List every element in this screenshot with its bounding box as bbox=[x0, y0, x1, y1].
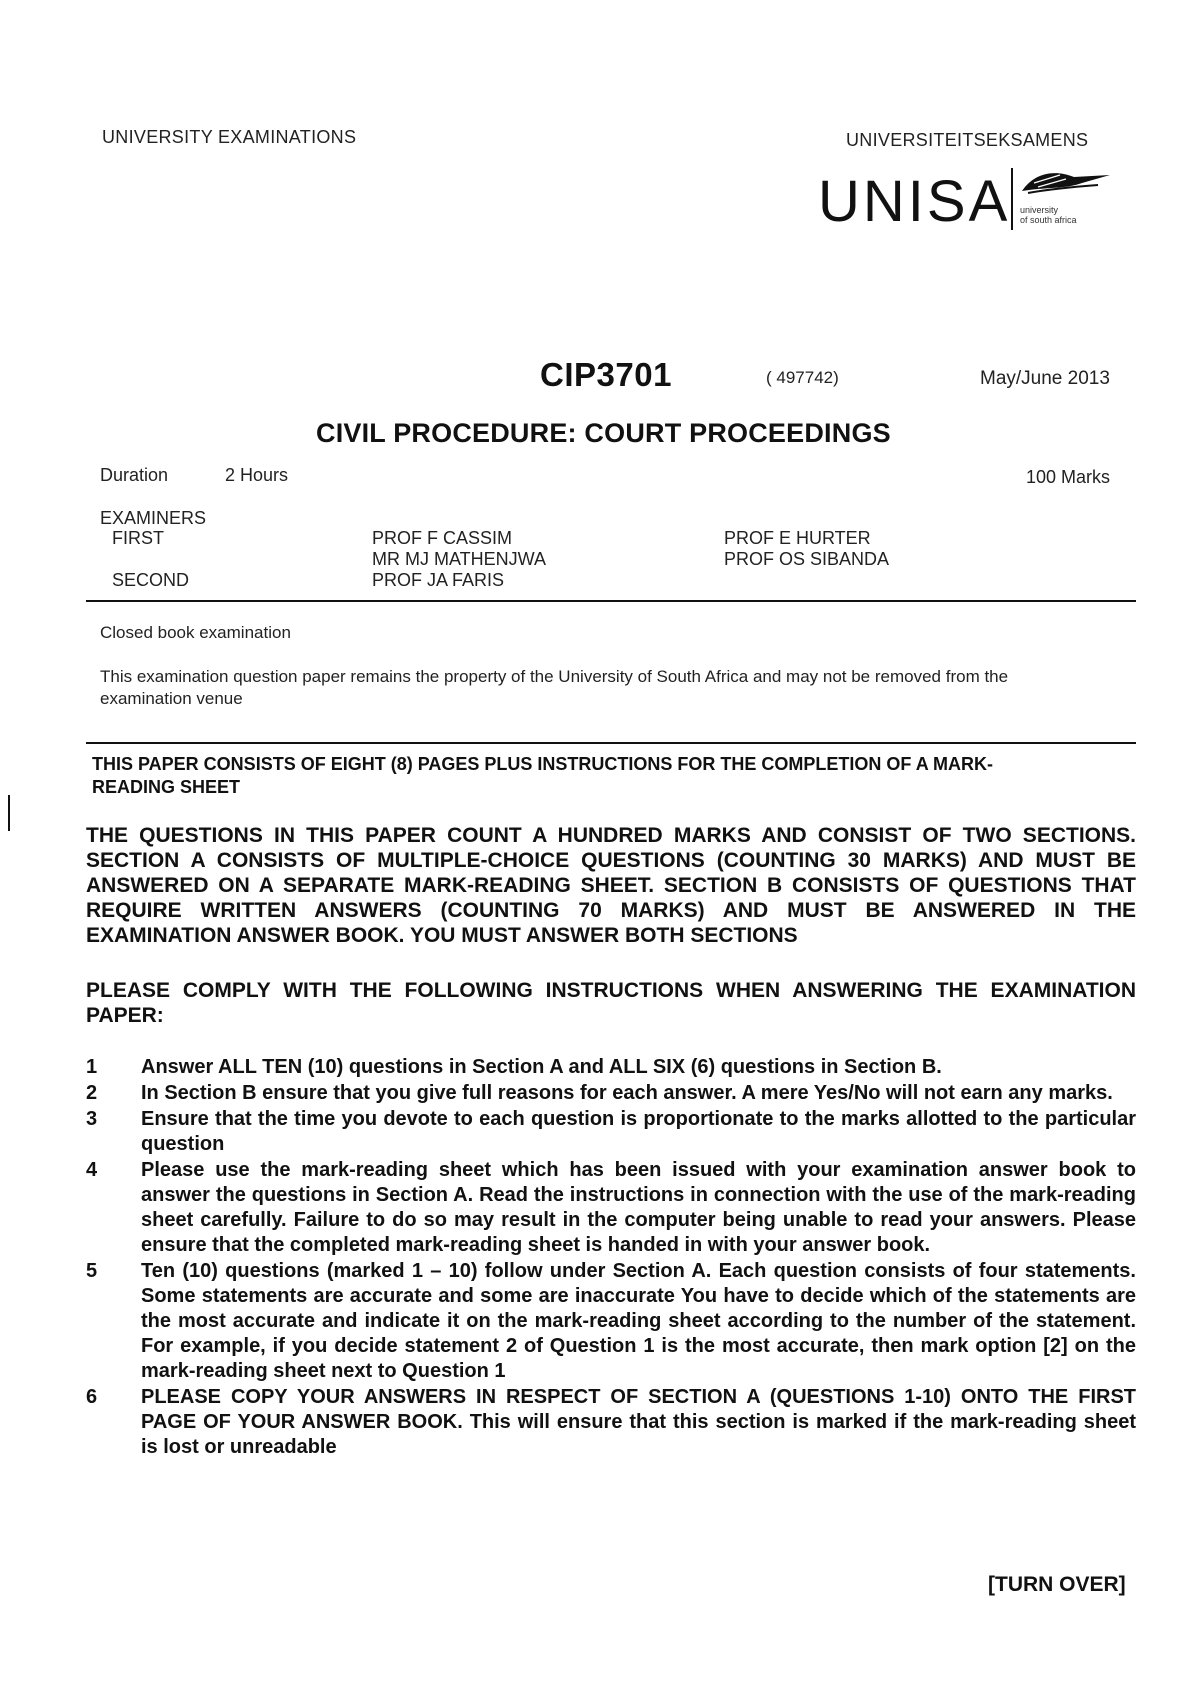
turn-over-label: [TURN OVER] bbox=[988, 1573, 1126, 1596]
margin-mark bbox=[8, 795, 10, 831]
closed-book-note: Closed book examination bbox=[100, 623, 291, 642]
item-number: 2 bbox=[86, 1082, 98, 1104]
list-item bbox=[86, 1081, 1136, 1106]
header-right: UNIVERSITEITSEKSAMENS bbox=[846, 130, 1089, 150]
examiner-name: PROF E HURTER bbox=[724, 528, 871, 548]
instructions-list bbox=[86, 1055, 1136, 1461]
examiners-heading: EXAMINERS bbox=[100, 508, 207, 528]
total-marks: 100 Marks bbox=[1026, 467, 1111, 487]
exam-session: May/June 2013 bbox=[980, 368, 1110, 389]
list-item bbox=[86, 1158, 1136, 1258]
item-number: 4 bbox=[86, 1159, 98, 1181]
examiner-name: PROF OS SIBANDA bbox=[724, 549, 890, 569]
exam-number: ( 497742) bbox=[766, 368, 839, 387]
pages-notice: THIS PAPER CONSISTS OF EIGHT (8) PAGES PLUS INSTRUCTIONS FOR THE COMPLETION OF A MARK-READING SHEET bbox=[92, 754, 994, 797]
item-number: 6 bbox=[86, 1386, 98, 1408]
list-item bbox=[86, 1385, 1136, 1460]
sections-notice: THE QUESTIONS IN THIS PAPER COUNT A HUNDRED MARKS AND CONSIST OF TWO SECTIONS. SECTION A CONSISTS OF MULTIPLE-CHOICE QUESTIONS (COUNTING 30 MARKS) AND MUST BE ANSWERED ON A SEPARATE MARK-READING SHEET. SECTION B CONSISTS OF QUESTIONS THAT REQUIRE WRITTEN ANSWERS (COUNTING 70 MARKS) AND MUST BE ANSWERED IN THE EXAMINATION ANSWER BOOK. YOU MUST ANSWER BOTH SECTIONS bbox=[86, 824, 1136, 947]
item-number: 1 bbox=[86, 1056, 98, 1078]
bird-emblem-icon bbox=[1020, 165, 1112, 199]
list-item bbox=[86, 1107, 1136, 1157]
logo-wordmark: UNISA bbox=[818, 169, 1011, 234]
item-text: Answer ALL TEN (10) questions in Section A and ALL SIX (6) questions in Section B. bbox=[141, 1056, 942, 1078]
duration-label: Duration bbox=[100, 465, 169, 485]
list-item bbox=[86, 1259, 1136, 1384]
examiner-name: PROF JA FARIS bbox=[372, 570, 505, 590]
logo-divider bbox=[1011, 168, 1013, 230]
exam-code: CIP3701 bbox=[540, 356, 672, 393]
divider-rule bbox=[86, 742, 1136, 744]
item-number: 3 bbox=[86, 1108, 98, 1130]
logo-tagline-2: of south africa bbox=[1020, 215, 1077, 225]
examiner-second-label: SECOND bbox=[112, 570, 190, 590]
logo-tagline-1: university bbox=[1020, 205, 1059, 215]
item-text: Ensure that the time you devote to each question is proportionate to the marks allotted to the particular question bbox=[141, 1108, 1136, 1155]
item-text: PLEASE COPY YOUR ANSWERS IN RESPECT OF SECTION A (QUESTIONS 1-10) ONTO THE FIRST PAGE OF YOUR ANSWER BOOK. This will ensure that this section is marked if the mark-reading sheet is lost or unreadable bbox=[141, 1386, 1136, 1458]
examiner-first-label: FIRST bbox=[112, 528, 164, 548]
divider-rule bbox=[86, 600, 1136, 602]
header-left: UNIVERSITY EXAMINATIONS bbox=[102, 127, 357, 147]
item-number: 5 bbox=[86, 1260, 98, 1282]
item-text: Please use the mark-reading sheet which has been issued with your examination answer book to answer the questions in Section A. Read the instructions in connection with the use of the mark-reading sheet carefully. Failure to do so may result in the computer being unable to read your answers. Please ensure that the completed mark-reading sheet is handed in with your answer book. bbox=[141, 1159, 1136, 1256]
item-text: In Section B ensure that you give full reasons for each answer. A mere Yes/No will not earn any marks. bbox=[141, 1082, 1113, 1104]
examiner-name: PROF F CASSIM bbox=[372, 528, 513, 548]
property-note: This examination question paper remains the property of the University of South Africa and may not be removed from the examination venue bbox=[100, 667, 1009, 708]
exam-title: CIVIL PROCEDURE: COURT PROCEEDINGS bbox=[316, 418, 891, 448]
duration-value: 2 Hours bbox=[225, 465, 289, 485]
list-item bbox=[86, 1055, 1136, 1080]
comply-heading: PLEASE COMPLY WITH THE FOLLOWING INSTRUCTIONS WHEN ANSWERING THE EXAMINATION PAPER: bbox=[86, 979, 1136, 1027]
examiner-name: MR MJ MATHENJWA bbox=[372, 549, 546, 569]
item-text: Ten (10) questions (marked 1 – 10) follow under Section A. Each question consists of four statements. Some statements are accurate and some are inaccurate You have to decide which of the statements are the most accurate and indicate it on the mark-reading sheet according to the number of the statement. For example, if you decide statement 2 of Question 1 is the most accurate, then mark option [2] on the mark-reading sheet next to Question 1 bbox=[141, 1260, 1136, 1382]
